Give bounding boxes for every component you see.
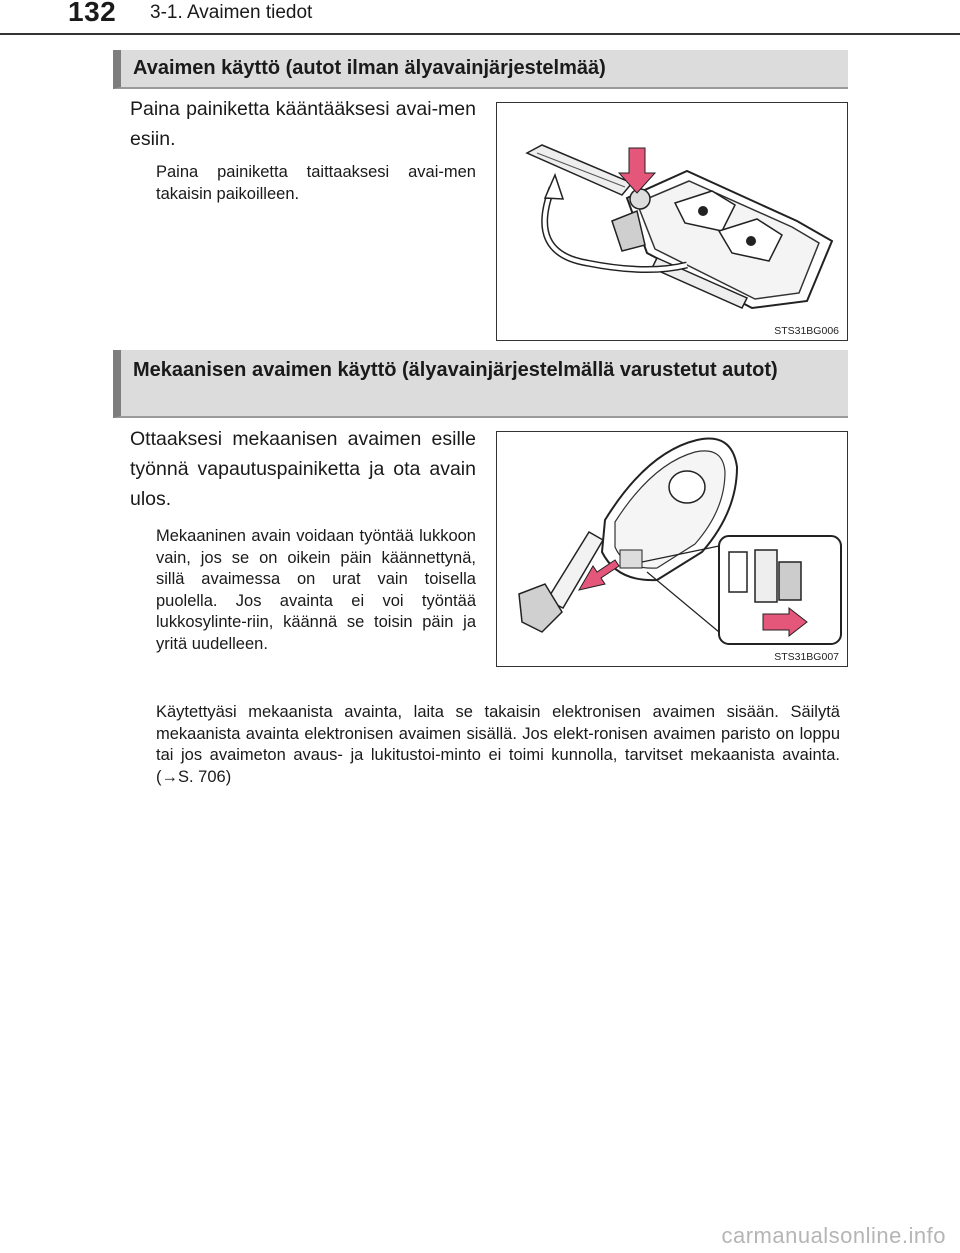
paragraph-store-mechanical-key: Käytettyäsi mekaanista avainta, laita se takaisin elektronisen avaimen sisään. Säilytä mekaanista avainta elektronisen avaimen sisällä. Jos elekt-ronisen avaimen paristo on loppu tai jos avaimeton avaus- ja lukitustoi-minto ei toimi kunnolla, tarvitset mekaanista avainta. (→S. 706) (156, 703, 840, 786)
header-rule (0, 33, 960, 35)
page-number: 132 (68, 0, 117, 27)
watermark: carmanualsonline.info (721, 1223, 946, 1248)
note-insert-key-orientation: Mekaaninen avain voidaan työntää lukkoon vain, jos se on oikein päin käännettynä, sillä avaimessa on urat vain toisella puolella. Jos avainta ei voi työntää lukkosylinte-riin, käännä se toisin päin ja yritä uudelleen. (156, 527, 476, 653)
figure-smart-key (496, 431, 848, 667)
note-fold-key: Paina painiketta taittaaksesi avai-men takaisin paikoilleen. (156, 163, 476, 203)
instruction-remove-mechanical-key: Ottaaksesi mekaanisen avaimen esille työnnä vapautuspainiketta ja ota avain ulos. (130, 428, 476, 510)
figure-code-2: STS31BG007 (774, 651, 839, 663)
instruction-unfold-key: Paina painiketta kääntääksesi avai-men esiin. (130, 98, 476, 150)
section-heading-mechanical-key: Mekaanisen avaimen käyttö (älyavainjärjestelmällä varustetut autot) (113, 350, 848, 418)
smart-key-illustration (497, 432, 849, 668)
flip-key-illustration (497, 103, 849, 342)
figure-flip-key (496, 102, 848, 341)
chapter-title: 3-1. Avaimen tiedot (150, 2, 313, 23)
section-heading-key-usage: Avaimen käyttö (autot ilman älyavainjärjestelmää) (113, 50, 848, 89)
figure-code-1: STS31BG006 (774, 325, 839, 337)
